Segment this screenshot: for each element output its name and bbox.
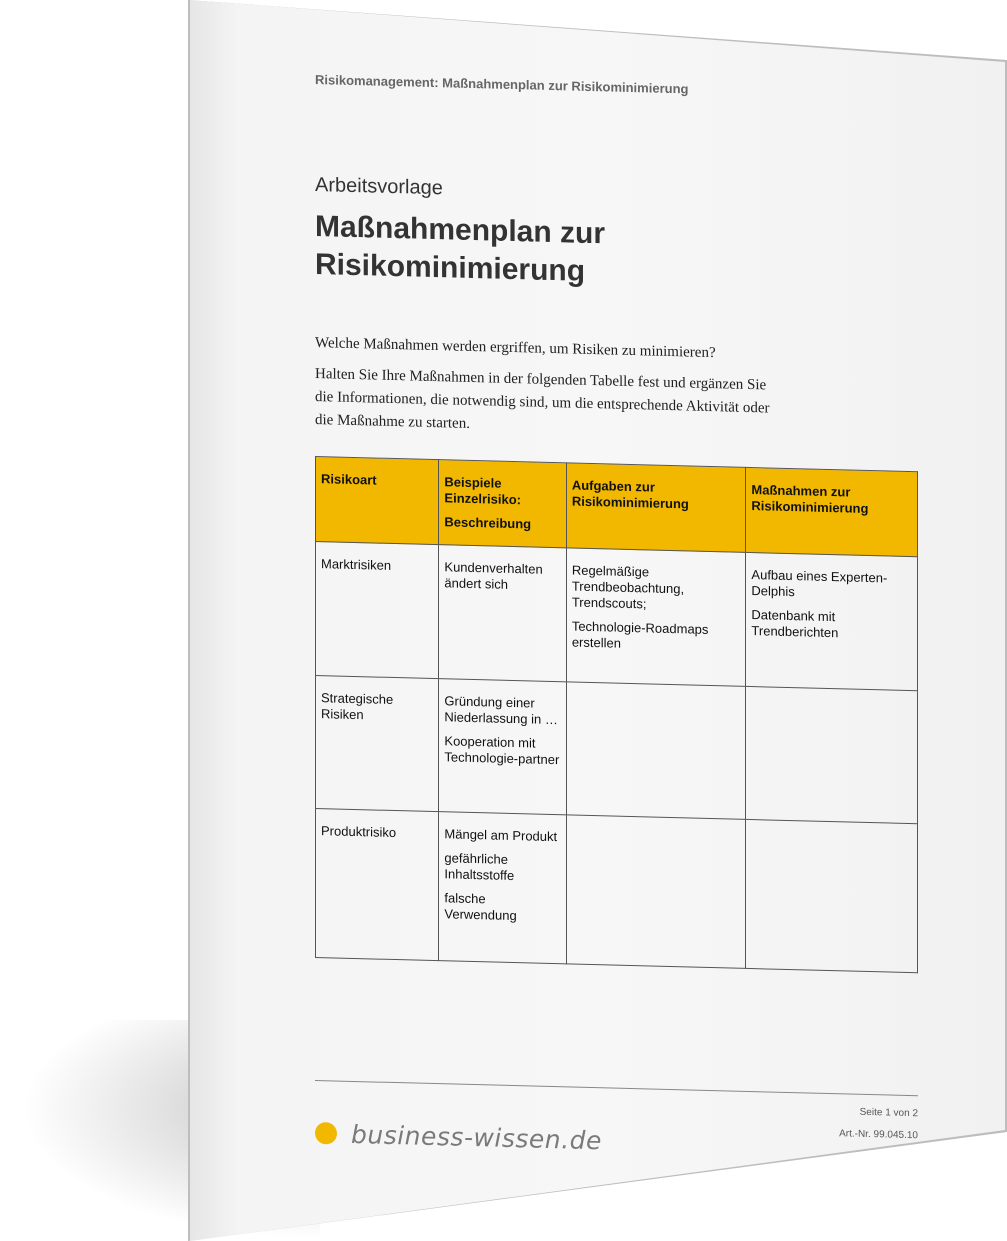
cell-massnahmen <box>746 552 918 690</box>
cell-beispiele <box>439 679 566 815</box>
cell-risikoart: Marktrisiken <box>316 542 439 679</box>
logo-dot-icon <box>315 1122 337 1145</box>
title-line-2: Risikominimierung <box>315 248 586 288</box>
table-header-row <box>316 457 918 557</box>
table-row <box>316 809 918 973</box>
cell-text: Kundenverhalten ändert sich <box>444 559 543 592</box>
cell-text: Kooperation mit Technologie-partner <box>444 733 560 768</box>
table-row <box>316 542 918 691</box>
intro-question: Welche Maßnahmen werden ergriffen, um Risiken zu minimieren? <box>315 335 716 362</box>
cell-aufgaben-empty <box>566 815 746 969</box>
article-number: Art.-Nr. 99.045.10 <box>839 1128 918 1142</box>
cell-text: Technologie-Roadmaps erstellen <box>571 618 709 651</box>
cell-text: Gründung einer Niederlassung in … <box>444 693 558 728</box>
footer-divider <box>315 1080 918 1096</box>
header-beispiele <box>439 460 566 548</box>
header-aufgaben: Aufgaben zur Risikominimierung <box>566 463 746 553</box>
instruction-line-2: die Informationen, die notwendig sind, um die entsprechende Aktivität oder <box>315 389 770 417</box>
brand-name: business-wissen.de <box>351 1119 602 1155</box>
cell-beispiele <box>439 545 566 682</box>
instruction-line-1: Halten Sie Ihre Maßnahmen in der folgenden Tabelle fest und ergänzen Sie <box>315 366 767 394</box>
instruction-line-3: die Maßnahme zu starten. <box>315 412 470 432</box>
document-kicker: Arbeitsvorlage <box>315 174 443 200</box>
cell-text: Aufbau eines Experten-Delphis <box>751 567 888 600</box>
cell-massnahmen-empty <box>746 686 918 823</box>
cell-text: Mängel am Produkt <box>444 826 558 845</box>
table-row <box>316 676 918 824</box>
header-beispiele-line-2: Beschreibung <box>444 514 532 532</box>
header-beispiele-line-1: Beispiele Einzelrisiko: <box>444 474 521 508</box>
cell-massnahmen-empty <box>746 819 918 972</box>
cell-text: falsche Verwendung <box>444 890 517 924</box>
brand-logo <box>315 1118 602 1155</box>
header-risikoart: Risikoart <box>316 457 439 545</box>
cell-beispiele <box>439 812 566 964</box>
page-info <box>700 1098 918 1148</box>
measures-table <box>315 456 918 973</box>
cell-risikoart: Produktrisiko <box>316 809 439 961</box>
cell-aufgaben <box>566 548 746 687</box>
cell-aufgaben-empty <box>566 682 746 820</box>
cell-text: gefährliche Inhaltsstoffe <box>444 850 515 884</box>
running-header: Risikomanagement: Maßnahmenplan zur Risikominimierung <box>315 72 689 97</box>
cell-risikoart: Strategische Risiken <box>316 676 439 812</box>
page-number: Seite 1 von 2 <box>859 1106 918 1120</box>
document-title <box>315 208 795 296</box>
cell-text: Datenbank mit Trendberichten <box>751 607 839 641</box>
intro-instruction <box>315 363 795 444</box>
intro-text <box>315 332 795 444</box>
cell-text: Regelmäßige Trendbeobachtung, Trendscouts; <box>571 562 685 612</box>
header-massnahmen: Maßnahmen zur Risikominimierung <box>746 467 918 556</box>
title-line-1: Maßnahmenplan zur <box>315 210 606 251</box>
